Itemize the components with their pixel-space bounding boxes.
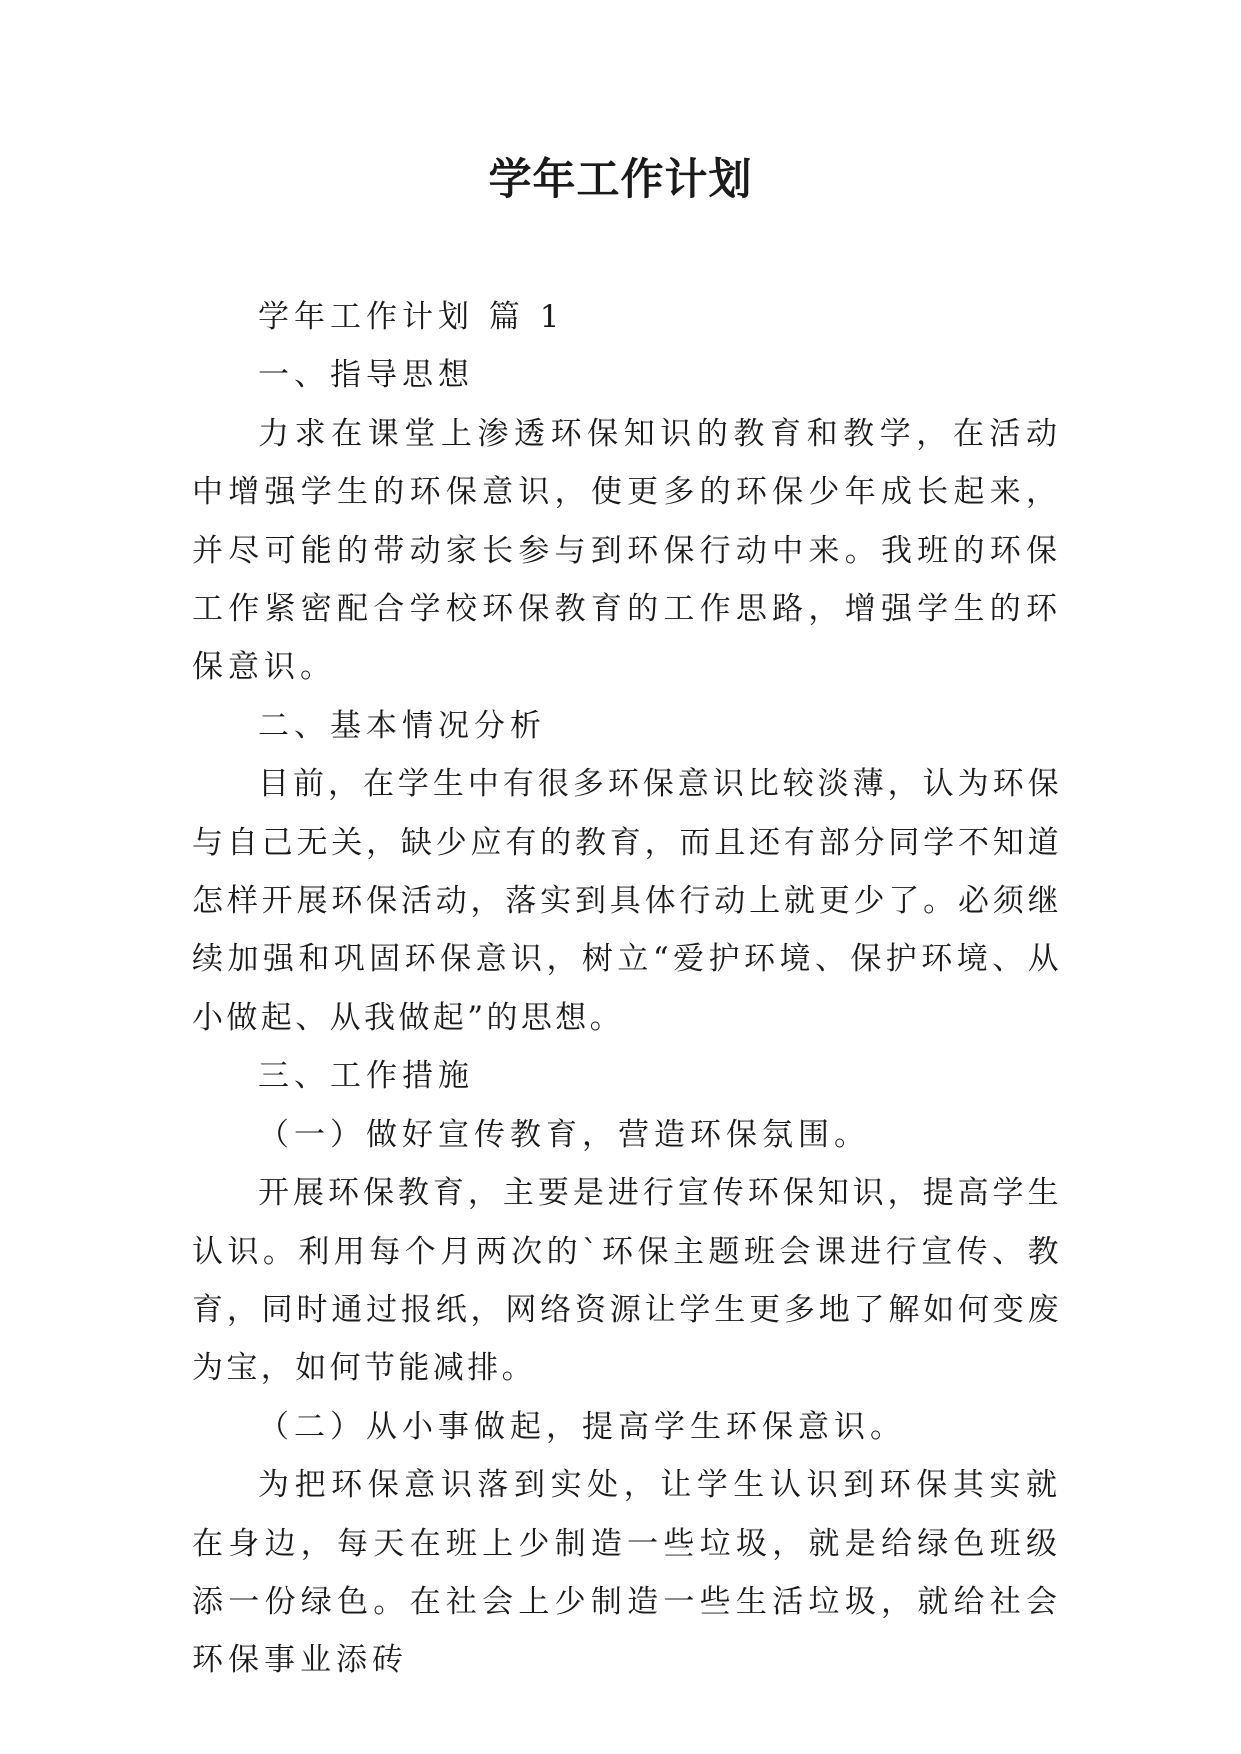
- paragraph-guiding-ideology: 力求在课堂上渗透环保知识的教育和教学，在活动中增强学生的环保意识，使更多的环保少年成长起来，并尽可能的带动家长参与到环保行动中来。我班的环保工作紧密配合学校环保教育的工作思路，增强学生的环保意识。: [192, 415, 1062, 686]
- heading-situation-analysis: 二、基本情况分析: [258, 707, 546, 744]
- heading-work-measures: 三、工作措施: [258, 1058, 474, 1095]
- paragraph-publicity-education: 开展环保教育，主要是进行宣传环保知识，提高学生认识。利用每个月两次的`环保主题班会课进行宣传、教育，同时通过报纸，网络资源让学生更多地了解如何变废为宝，如何节能减排。: [192, 1175, 1062, 1387]
- document-title: 学年工作计划: [488, 155, 753, 205]
- heading-guiding-ideology: 一、指导思想: [258, 357, 474, 394]
- paragraph-start-small: 为把环保意识落到实处，让学生认识到环保其实就在身边，每天在班上少制造一些垃圾，就是给绿色班级添一份绿色。在社会上少制造一些生活垃圾，就给社会环保事业添砖: [192, 1467, 1062, 1679]
- subheading-start-small: （二）从小事做起，提高学生环保意识。: [258, 1408, 906, 1445]
- paragraph-situation-analysis: 目前，在学生中有很多环保意识比较淡薄，认为环保与自己无关，缺少应有的教育，而且还有部分同学不知道怎样开展环保活动，落实到具体行动上就更少了。必须继续加强和巩固环保意识，树立“爱护环境、保护环境、从小做起、从我做起”的思想。: [192, 766, 1062, 1036]
- subheading-publicity-education: （一）做好宣传教育，营造环保氛围。: [258, 1116, 870, 1153]
- section-heading: 学年工作计划 篇 1: [258, 299, 565, 335]
- document-body: [192, 288, 1062, 1690]
